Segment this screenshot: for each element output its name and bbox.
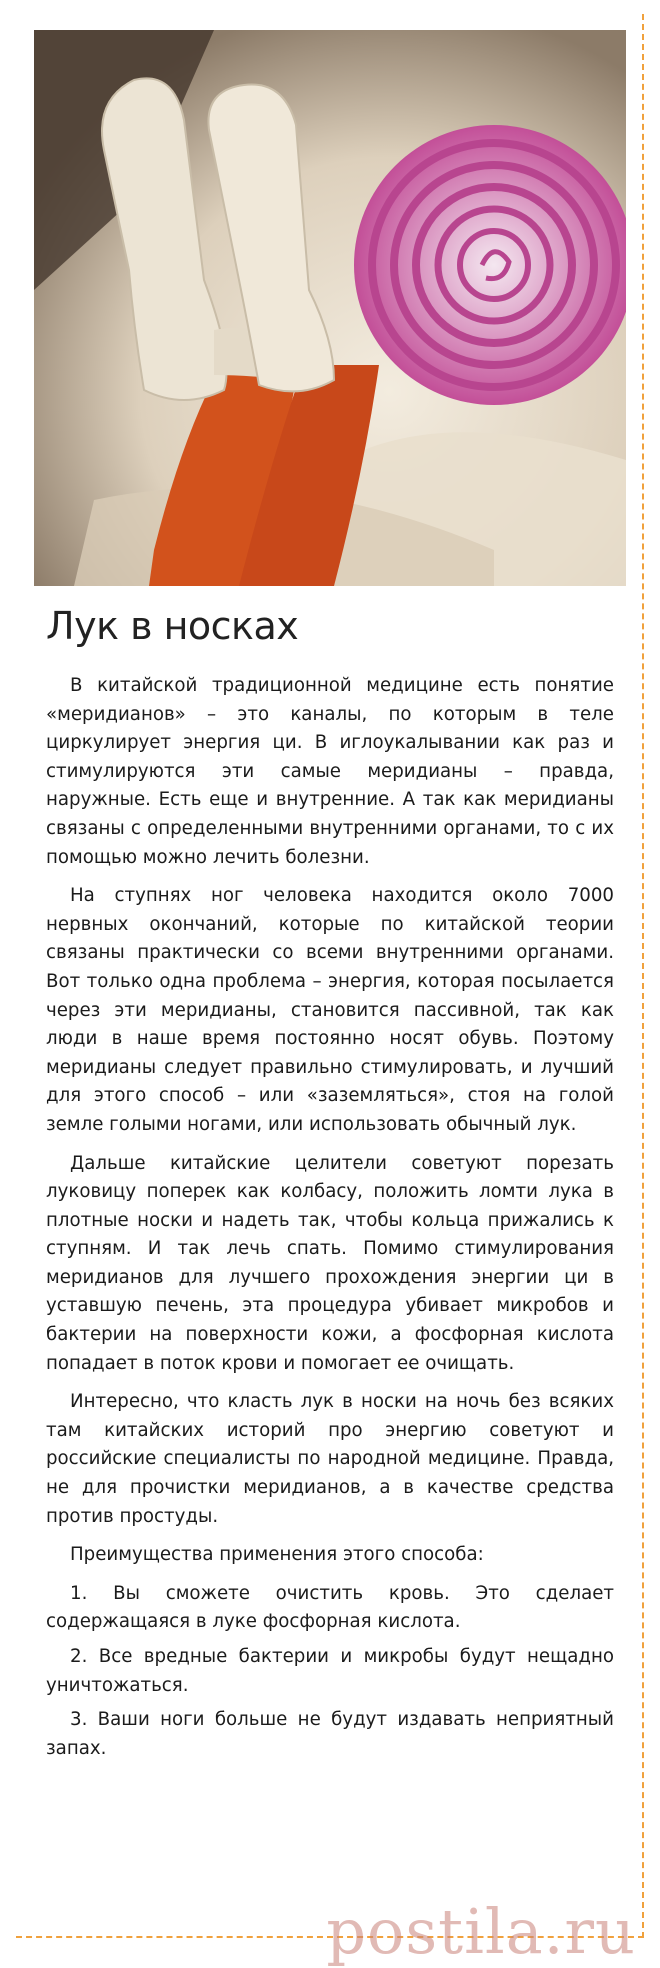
watermark-logo: postila.ru: [326, 1895, 636, 1968]
article-title: Лук в носках: [46, 604, 299, 648]
article-photo: [34, 30, 626, 586]
paragraph-benefits-heading: Преимущества применения этого способа:: [70, 1544, 484, 1566]
benefits-list: [46, 1580, 614, 1764]
paragraph-method: Дальше китайские целители советуют порезать луковицу поперек как колбасу, положить ломти лука в плотные носки и надеть так, чтобы кольца прижались к ступням. И так лечь спать. Помимо стимулирования меридианов для лучшего прохождения энергии ци в уставшую печень, эта процедура убивает микробов и бактерии на поверхности кожи, а фосфорная кислота попадает в поток крови и помогает ее очищать.: [46, 1152, 614, 1374]
paragraph-russian-specialists: Интересно, что класть лук в носки на ночь без всяких там китайских историй про энергию советуют и российские специалисты по народной медицине. Правда, не для прочистки меридианов, а в качестве средства против простуды.: [46, 1391, 614, 1527]
list-item: 3. Ваши ноги больше не будут издавать неприятный запах.: [46, 1709, 614, 1759]
paragraph-meridians: В китайской традиционной медицине есть понятие «меридианов» – это каналы, по которым в теле циркулирует энергия ци. В иглоукалывании как раз и стимулируются эти самые меридианы – правда, наружные. Есть еще и внутренние. А так как меридианы связаны с определенными внутренними органами, то с их помощью можно лечить болезни.: [46, 675, 614, 868]
list-item: 2. Все вредные бактерии и микробы будут нещадно уничтожаться.: [46, 1646, 614, 1696]
article-body: [46, 672, 614, 1769]
feet-in-socks-with-onion-slice-photo: [34, 30, 626, 586]
paragraph-nerve-endings: На ступнях ног человека находится около 7000 нервных окончаний, которые по китайской теории связаны практически со всеми внутренними органами. Вот только одна проблема – энергия, которая посылается через эти меридианы, становится пассивной, так как люди в наше время постоянно носят обувь. Поэтому меридианы следует правильно стимулировать, и лучший для этого способ – или «заземляться», стоя на голой земле голыми ногами, или использовать обычный лук.: [46, 885, 614, 1135]
onion-slice-icon: [354, 125, 626, 405]
list-item: 1. Вы сможете очистить кровь. Это сделает содержащаяся в луке фосфорная кислота.: [46, 1582, 614, 1633]
